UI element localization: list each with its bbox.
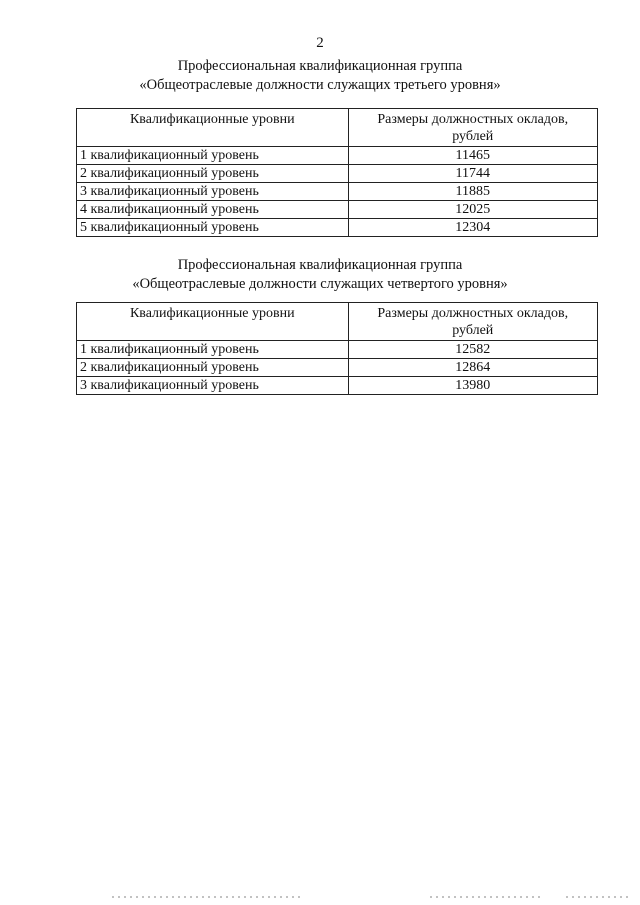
column-header-level: Квалификационные уровни xyxy=(77,303,349,341)
table-row xyxy=(77,377,598,395)
table-row xyxy=(77,341,598,359)
group-heading-line2: «Общеотраслевые должности служащих четвертого уровня» xyxy=(132,276,508,292)
table-header-row xyxy=(77,303,598,341)
salary-cell: 11744 xyxy=(348,165,597,183)
salary-table-fourth-level xyxy=(76,302,598,395)
table-row xyxy=(77,219,598,237)
salary-table-third-level xyxy=(76,108,598,237)
salary-cell: 13980 xyxy=(348,377,597,395)
column-header-salary xyxy=(348,109,597,147)
table-header-row xyxy=(77,109,598,147)
table-row xyxy=(77,165,598,183)
level-cell: 2 квалификационный уровень xyxy=(77,165,349,183)
group-heading-fourth-level xyxy=(0,256,640,294)
salary-cell: 12304 xyxy=(348,219,597,237)
group-heading-third-level xyxy=(0,57,640,95)
level-cell: 1 квалификационный уровень xyxy=(77,341,349,359)
level-cell: 5 квалификационный уровень xyxy=(77,219,349,237)
salary-cell: 12025 xyxy=(348,201,597,219)
table-row xyxy=(77,147,598,165)
column-header-salary-line1: Размеры должностных окладов, xyxy=(377,112,569,127)
level-cell: 3 квалификационный уровень xyxy=(77,183,349,201)
table-row xyxy=(77,201,598,219)
level-cell: 2 квалификационный уровень xyxy=(77,359,349,377)
column-header-level: Квалификационные уровни xyxy=(77,109,349,147)
column-header-salary xyxy=(348,303,597,341)
salary-cell: 12864 xyxy=(348,359,597,377)
column-header-salary-line1: Размеры должностных окладов, xyxy=(377,306,569,321)
scan-artifact xyxy=(566,896,630,898)
table-row xyxy=(77,183,598,201)
scan-artifact xyxy=(112,896,302,898)
page-number: 2 xyxy=(316,35,324,51)
group-heading-line1: Профессиональная квалификационная группа xyxy=(177,58,463,74)
group-heading-line1: Профессиональная квалификационная группа xyxy=(177,257,463,273)
column-header-salary-line2: рублей xyxy=(452,129,494,144)
level-cell: 4 квалификационный уровень xyxy=(77,201,349,219)
group-heading-line2: «Общеотраслевые должности служащих третьего уровня» xyxy=(139,77,501,93)
scan-artifact xyxy=(430,896,540,898)
level-cell: 1 квалификационный уровень xyxy=(77,147,349,165)
salary-cell: 11885 xyxy=(348,183,597,201)
salary-cell: 12582 xyxy=(348,341,597,359)
column-header-salary-line2: рублей xyxy=(452,323,494,338)
table-row xyxy=(77,359,598,377)
salary-cell: 11465 xyxy=(348,147,597,165)
level-cell: 3 квалификационный уровень xyxy=(77,377,349,395)
